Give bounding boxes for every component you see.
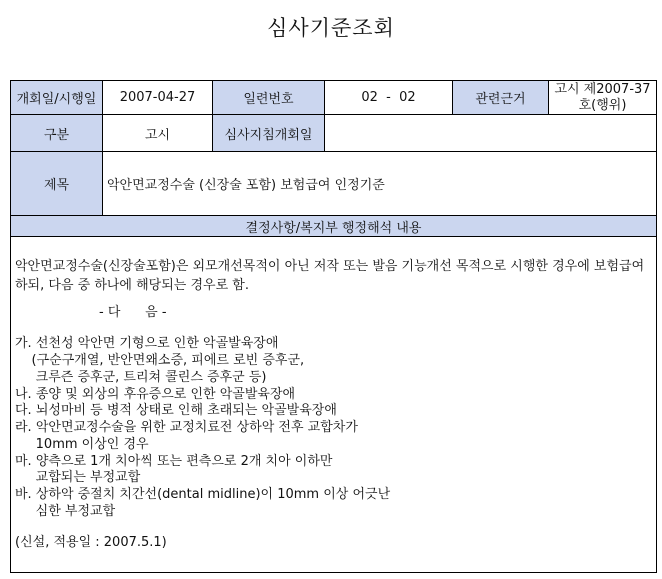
meeting-date-label: 개회일/시행일 [11,81,103,115]
effective-date-note: (신설, 적용일 : 2007.5.1) [15,534,167,550]
basis-value: 고시 제2007-37호(행위) [549,81,657,115]
serial-number-label: 일련번호 [213,81,325,115]
committee-date-value [325,115,657,152]
list-item: 가. 선천성 악안면 기형으로 인한 악골발육장애 [15,336,279,352]
list-item: 크루즌 증후군, 트리쳐 콜린스 증후군 등) [15,369,267,385]
list-item: 심한 부정교합 [15,504,116,520]
list-item: 나. 종양 및 외상의 후유증으로 인한 악골발육장애 [15,386,296,402]
decision-content [11,237,657,573]
list-item: 바. 상하악 중절치 치간선(dental midline)이 10mm 이상 어긋난 [15,487,391,503]
list-item: 교합되는 부정교합 [15,470,141,486]
list-item: 라. 악안면교정수술을 위한 교정치료전 상하악 전후 교합차가 [15,420,358,436]
intro-paragraph: 악안면교정수술(신장술포함)은 외모개선목적이 아닌 저작 또는 발음 기능개선 목적으로 시행한 경우에 보험급여 하되, 다음 중 하나에 해당되는 경우로 함. [15,259,645,294]
criteria-list [15,336,652,521]
criteria-table [10,80,657,573]
subject-value: 악안면교정수술 (신장술 포함) 보험급여 인정기준 [103,152,657,216]
list-item: (구순구개열, 반안면왜소증, 피에르 로빈 증후군, [15,352,305,368]
list-heading: - 다 음 - [99,305,167,321]
meeting-date-value: 2007-04-27 [103,81,213,115]
subject-label: 제목 [11,152,103,216]
committee-date-label: 심사지침개회일 [213,115,325,152]
list-item: 10mm 이상인 경우 [15,436,149,452]
page-title: 심사기준조회 [267,16,395,40]
category-label: 구분 [11,115,103,152]
list-item: 다. 뇌성마비 등 병적 상태로 인해 초래되는 악골발육장애 [15,403,337,419]
category-value: 고시 [103,115,213,152]
decision-section-header: 결정사항/복지부 행정해석 내용 [11,216,657,237]
basis-label: 관련근거 [453,81,549,115]
list-item: 마. 양측으로 1개 치아씩 또는 편측으로 2개 치아 이하만 [15,453,333,469]
serial-number-value: 02 - 02 [325,81,453,115]
